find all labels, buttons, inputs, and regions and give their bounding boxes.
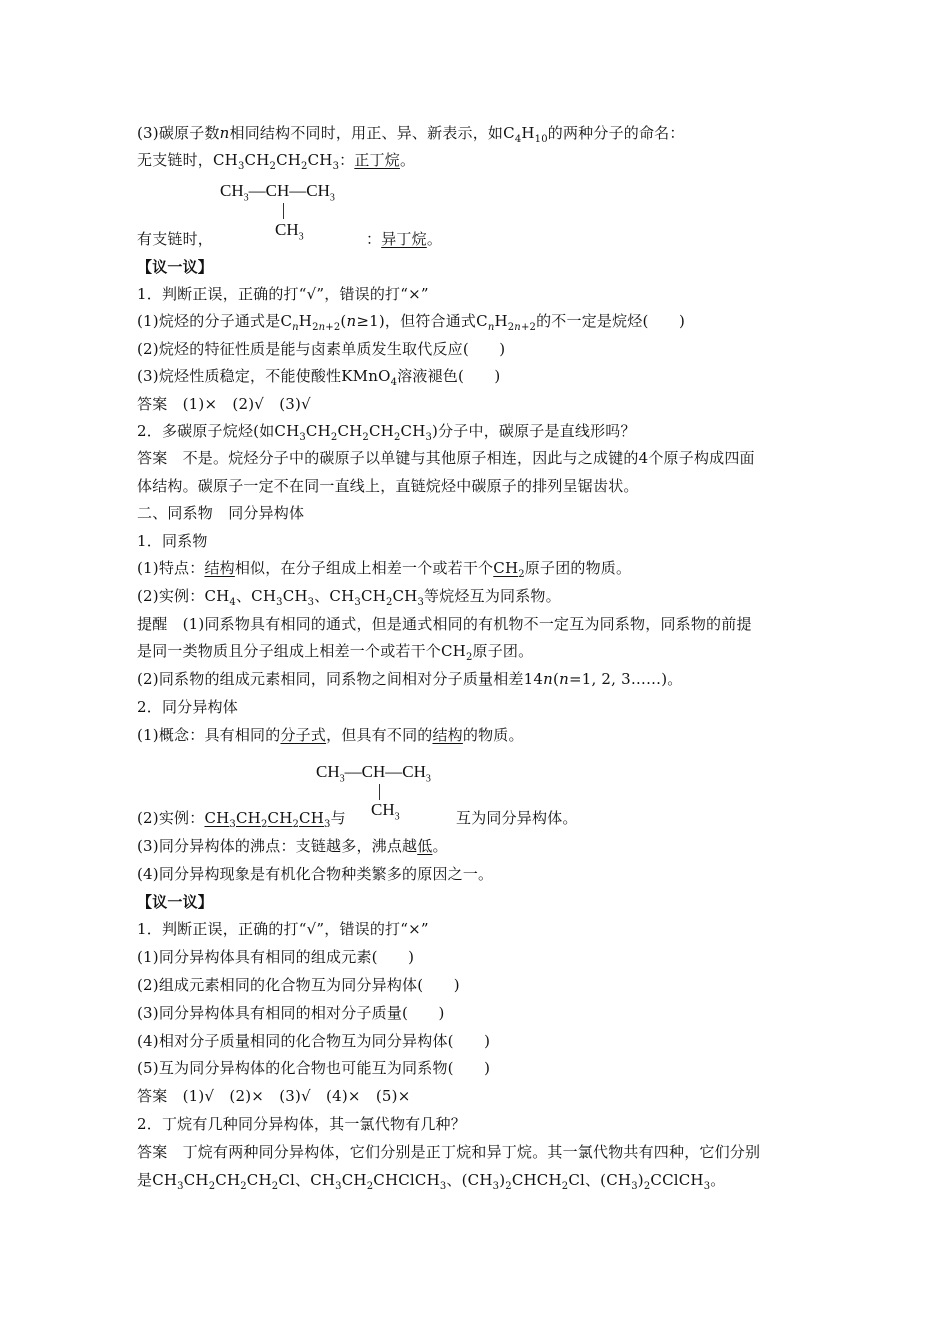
bond-line	[379, 784, 380, 800]
question: 2．多碳原子烷烃(如$CH_3CH_2CH_2CH_2CH_3$)分子中，碳原子是直线形吗？	[137, 422, 636, 443]
text-line: (2)实例：$CH_3CH_2CH_2CH_3$与	[137, 809, 346, 830]
section-heading: 【议一议】	[137, 893, 214, 911]
answer: 体结构。碳原子一定不在同一直线上，直链烷烃中碳原子的排列呈锯齿状。	[137, 477, 639, 495]
section-heading: 【议一议】	[137, 258, 214, 276]
text-line: 无支链时，$CH_3CH_2CH_2CH_3$：正丁烷。	[137, 151, 416, 172]
bond-line	[283, 203, 284, 219]
tip: (2)同系物的组成元素相同，同系物之间相对分子质量相差14n(n=1, 2, 3……)。	[137, 670, 683, 688]
question-item: (1)烷烃的分子通式是$C_nH_{2n+2}(n\ge 1)$，但符合通式$C_nH_{2n+2}$的不一定是烷烃( )	[137, 312, 685, 333]
answer: 答案 不是。烷烃分子中的碳原子以单键与其他原子相连，因此与之成键的4个原子构成四面	[137, 449, 755, 467]
text-line: ：异丁烷。	[366, 230, 443, 248]
question: 1．判断正误，正确的打“√”，错误的打“×”	[137, 920, 429, 938]
answer: 是$CH_3CH_2CH_2CH_2Cl$、$CH_3CH_2CHClCH_3$、$(CH_3)_2CHCH_2Cl$、$(CH_3)_2CClCH_3$。	[137, 1171, 726, 1192]
answer: 答案 丁烷有两种同分异构体，它们分别是正丁烷和异丁烷。其一氯代物共有四种，它们分别	[137, 1143, 761, 1161]
structural-formula-isobutane: $CH_3—CH—CH_3$	[220, 181, 335, 204]
question-item: (3)同分异构体具有相同的相对分子质量( )	[137, 1004, 445, 1022]
text-line: 互为同分异构体。	[456, 809, 578, 827]
text-line: (1)概念：具有相同的分子式，但具有不同的结构的物质。	[137, 726, 524, 744]
question-item: (2)烷烃的特征性质是能与卤素单质发生取代反应( )	[137, 340, 506, 358]
answer-underline: 异丁烷	[381, 230, 427, 248]
question: 2．丁烷有几种同分异构体，其一氯代物有几种？	[137, 1115, 466, 1133]
structural-formula-branch: $CH_3$	[275, 220, 304, 243]
text-line: 有支链时，	[137, 230, 214, 248]
question-item: (5)互为同分异构体的化合物也可能互为同系物( )	[137, 1059, 491, 1077]
text-line: (4)同分异构现象是有机化合物种类繁多的原因之一。	[137, 865, 494, 883]
text-line: (2)实例：$CH_4$、$CH_3CH_3$、$CH_3CH_2CH_3$等烷烃互为同系物。	[137, 587, 561, 608]
subsection-heading: 2．同分异构体	[137, 698, 238, 716]
structural-formula-isobutane: $CH_3—CH—CH_3$	[316, 762, 431, 785]
answer: 答案 (1)× (2)√ (3)√	[137, 395, 311, 413]
text-line: (3)碳原子数n相同结构不同时，用正、异、新表示，如$C_4H_{10}$的两种分子的命名：	[137, 124, 685, 145]
question-item: (3)烷烃性质稳定，不能使酸性KMnO$_4$溶液褪色( )	[137, 367, 501, 388]
section-heading: 二、同系物 同分异构体	[137, 504, 305, 522]
answer: 答案 (1)√ (2)× (3)√ (4)× (5)×	[137, 1087, 411, 1105]
structural-formula-branch: $CH_3$	[371, 800, 400, 823]
tip: 是同一类物质且分子组成上相差一个或若干个$CH_2$原子团。	[137, 642, 534, 663]
tip: 提醒 (1)同系物具有相同的通式，但是通式相同的有机物不一定互为同系物，同系物的前提	[137, 615, 752, 633]
question-item: (1)同分异构体具有相同的组成元素( )	[137, 948, 415, 966]
question-item: (2)组成元素相同的化合物互为同分异构体( )	[137, 976, 460, 994]
answer-underline: 正丁烷	[354, 151, 400, 169]
text-line: (3)同分异构体的沸点：支链越多，沸点越低。	[137, 837, 448, 855]
question-item: (4)相对分子质量相同的化合物互为同分异构体( )	[137, 1032, 491, 1050]
question: 1．判断正误，正确的打“√”，错误的打“×”	[137, 285, 429, 303]
text-line: (1)特点：结构相似，在分子组成上相差一个或若干个$CH_2$原子团的物质。	[137, 559, 632, 580]
subsection-heading: 1．同系物	[137, 532, 208, 550]
